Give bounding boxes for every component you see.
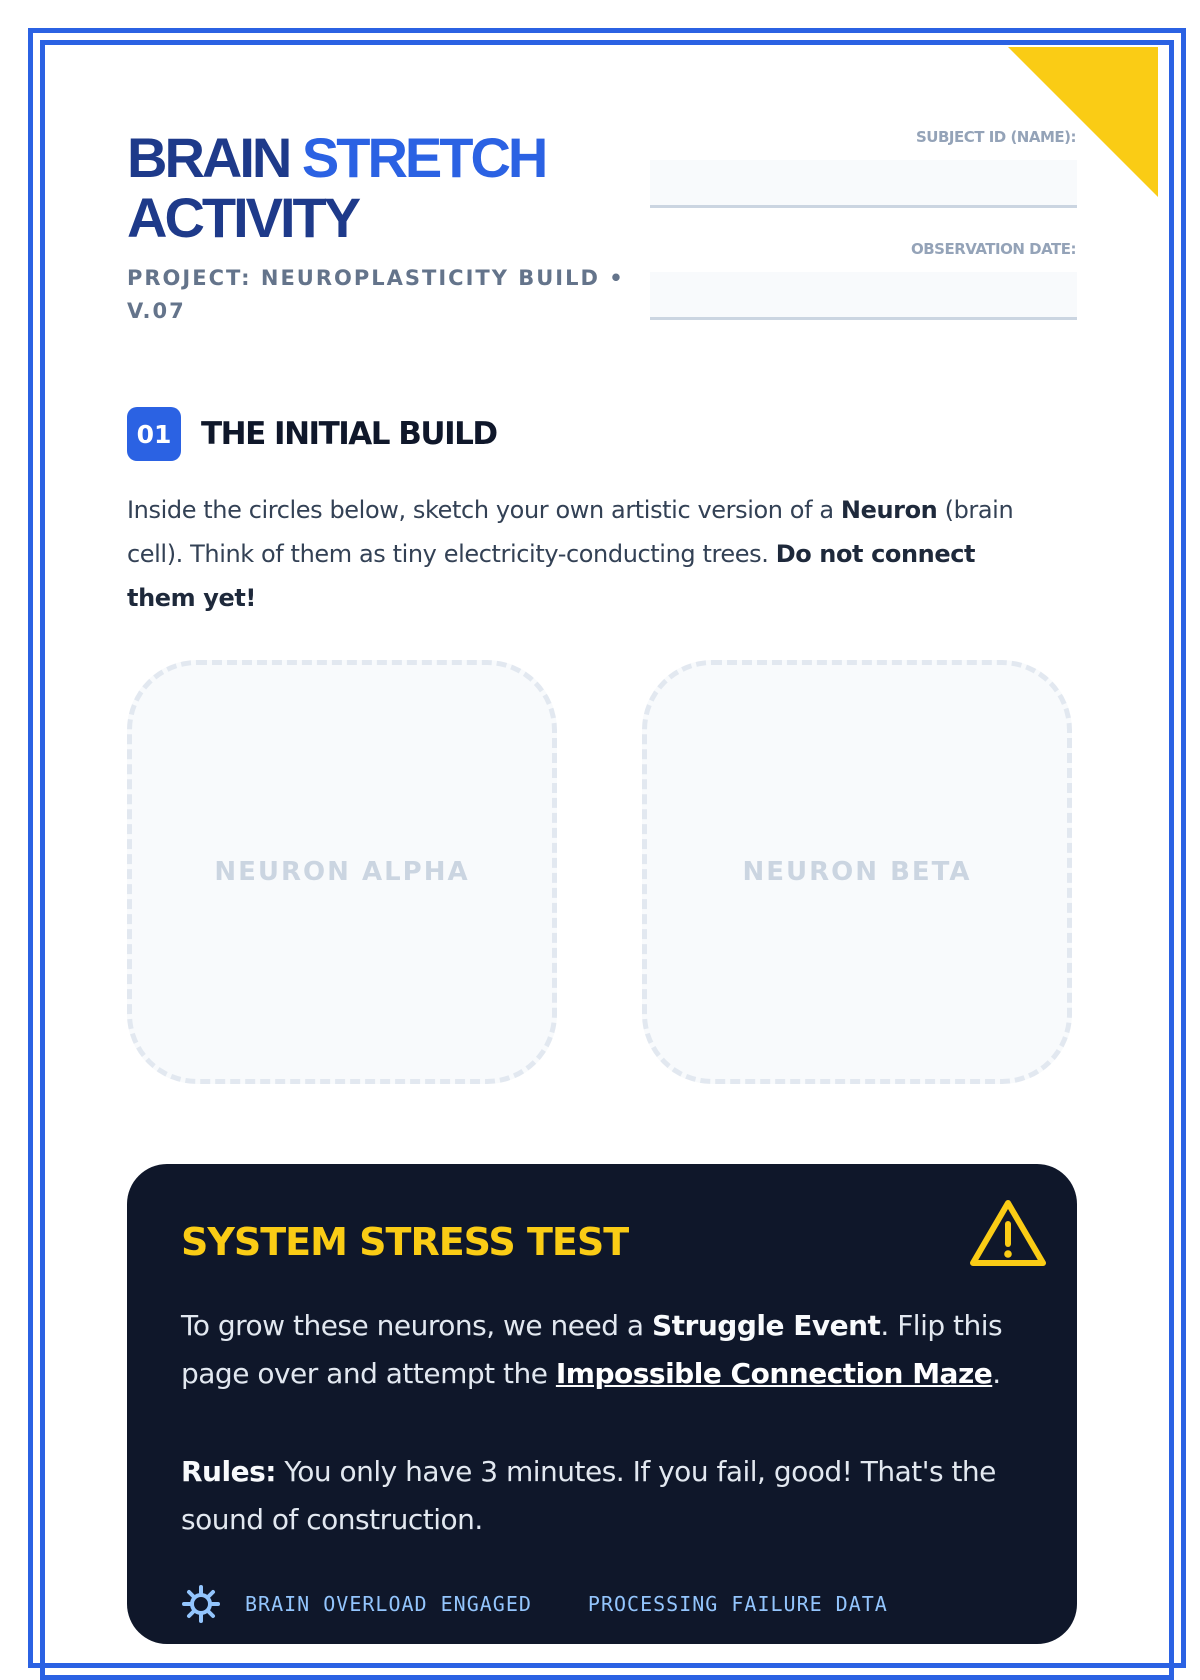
status-row (181, 1584, 888, 1624)
rules-text: You only have 3 minutes. If you fail, good! That's the sound of construction. (181, 1455, 996, 1536)
intro-text-c: (brain cell). Think of them as tiny electricity-conducting trees. (127, 496, 1014, 568)
subject-id-label: SUBJECT ID (NAME): (915, 128, 1076, 146)
gear-icon (181, 1584, 221, 1624)
neuron-alpha-drawing-area[interactable] (127, 660, 557, 1084)
neuron-beta-drawing-area[interactable] (642, 660, 1072, 1084)
stress-test-paragraph-1 (181, 1302, 1031, 1398)
intro-text-warning: Do not connect them yet! (127, 540, 976, 612)
page-title (127, 128, 647, 248)
stress-test-panel (127, 1164, 1077, 1644)
p1-text-c: . Flip this page over and attempt the (181, 1309, 1003, 1390)
status-text-processing: PROCESSING FAILURE DATA (587, 1592, 888, 1616)
stress-test-paragraph-2 (181, 1448, 1031, 1544)
status-text-overload: BRAIN OVERLOAD ENGAGED (245, 1592, 532, 1616)
neuron-alpha-label: NEURON ALPHA (214, 857, 470, 887)
p1-text-e: . (992, 1357, 1001, 1390)
neuron-beta-label: NEURON BETA (742, 857, 972, 887)
project-subtitle: PROJECT: NEUROPLASTICITY BUILD • V.07 (127, 266, 625, 323)
section-number-badge: 01 (127, 407, 181, 461)
observation-date-input[interactable] (650, 272, 1077, 320)
title-word-activity: ACTIVITY (127, 186, 359, 249)
observation-date-label: OBSERVATION DATE: (910, 240, 1076, 258)
intro-text-a: Inside the circles below, sketch your own artistic version of a (127, 496, 841, 524)
intro-text-neuron: Neuron (840, 496, 938, 524)
section-title: THE INITIAL BUILD (201, 416, 497, 452)
p1-text-a: To grow these neurons, we need a (181, 1309, 652, 1342)
p1-struggle-event: Struggle Event (651, 1309, 881, 1342)
warning-triangle-icon (969, 1198, 1047, 1268)
title-word-stretch: STRETCH (301, 126, 546, 189)
section-intro (127, 488, 1027, 620)
title-word-brain: BRAIN (127, 126, 290, 189)
stress-test-title: SYSTEM STRESS TEST (181, 1220, 629, 1264)
maze-link[interactable]: Impossible Connection Maze (555, 1357, 993, 1390)
subject-id-input[interactable] (650, 160, 1077, 208)
rules-label: Rules: (181, 1455, 276, 1488)
